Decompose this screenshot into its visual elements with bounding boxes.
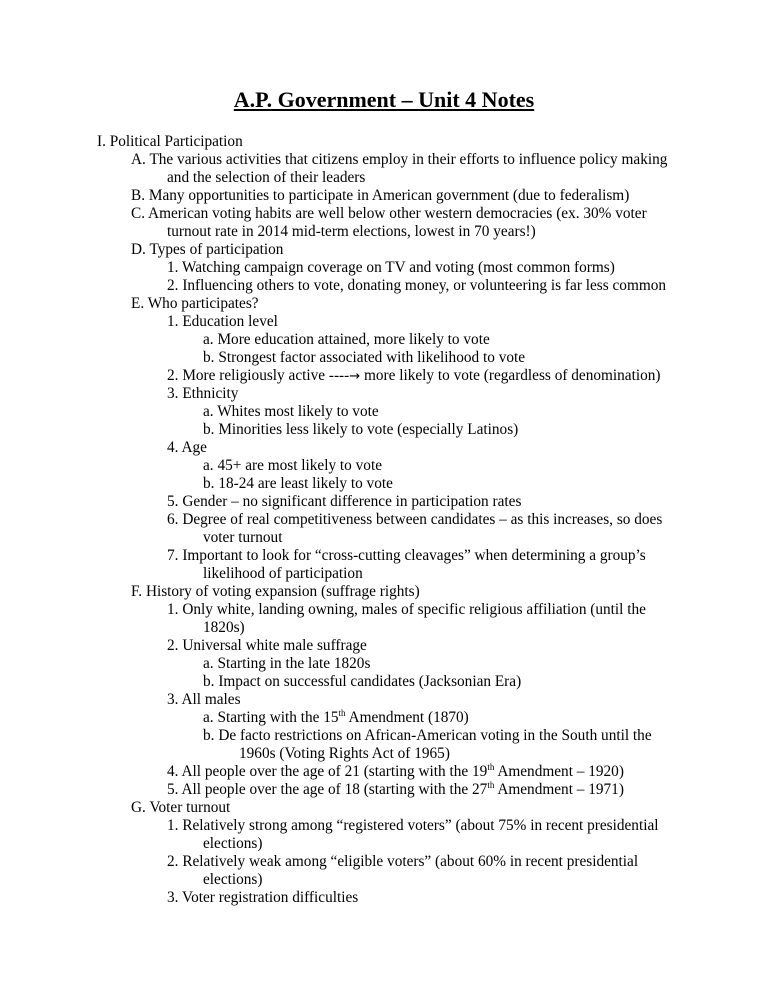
item-text: Voter turnout	[149, 799, 231, 816]
item-marker: A.	[131, 151, 146, 168]
outline-line	[131, 187, 629, 205]
item-text: Whites most likely to vote	[217, 403, 379, 420]
item-text: More religiously active ----	[182, 367, 350, 384]
outline-line	[203, 673, 521, 691]
item-text: The various activities that citizens employ in their efforts to influence policy making	[149, 151, 668, 168]
outline-line	[203, 655, 370, 673]
item-marker: C.	[131, 205, 146, 222]
item-text: Degree of real competitiveness between candidates – as this increases, so does	[182, 511, 663, 528]
item-text: 1820s)	[203, 619, 245, 636]
outline-line-continuation	[239, 745, 450, 763]
item-text: Only white, landing owning, males of specific religious affiliation (until the	[182, 601, 646, 618]
item-text: More education attained, more likely to vote	[217, 331, 490, 348]
outline-line	[167, 493, 521, 511]
item-text: elections)	[203, 835, 263, 852]
item-text: and the selection of their leaders	[167, 169, 366, 186]
item-text: Voter registration difficulties	[182, 889, 359, 906]
outline-line-continuation	[203, 871, 262, 889]
item-text: turnout rate in 2014 mid-term elections, lowest in 70 years!)	[167, 223, 536, 240]
item-marker: 1.	[167, 817, 179, 834]
item-marker: E.	[131, 295, 145, 312]
ordinal-suffix: th	[487, 780, 495, 790]
item-text: American voting habits are well below other western democracies (ex. 30% voter	[148, 205, 647, 222]
item-marker: 1.	[167, 601, 179, 618]
item-marker: F.	[131, 583, 143, 600]
item-marker: 4.	[167, 439, 179, 456]
outline-line	[167, 547, 646, 565]
item-marker: 5.	[167, 781, 179, 798]
outline-line	[203, 349, 525, 367]
item-marker: 3.	[167, 889, 179, 906]
item-text: Impact on successful candidates (Jacksonian Era)	[218, 673, 522, 690]
item-marker: b.	[203, 727, 215, 744]
item-marker: 5.	[167, 493, 179, 510]
item-text: All people over the age of 21 (starting with the 19	[181, 763, 488, 780]
item-text: Amendment – 1920)	[494, 763, 624, 780]
item-marker: a.	[203, 655, 214, 672]
outline-line	[203, 331, 490, 349]
item-marker: B.	[131, 187, 146, 204]
item-text: 45+ are most likely to vote	[217, 457, 382, 474]
item-text: Important to look for “cross-cutting cleavages” when determining a group’s	[182, 547, 646, 564]
item-text: Amendment – 1971)	[494, 781, 624, 798]
outline-line-continuation	[203, 565, 363, 583]
item-text: Types of participation	[149, 241, 284, 258]
item-marker: G.	[131, 799, 146, 816]
outline-line	[167, 277, 666, 295]
item-text: Who participates?	[147, 295, 259, 312]
item-marker: D.	[131, 241, 146, 258]
item-text: Gender – no significant difference in participation rates	[182, 493, 522, 510]
outline-line	[131, 295, 259, 313]
item-text: Starting with the 15	[217, 709, 339, 726]
item-text: 18-24 are least likely to vote	[218, 475, 393, 492]
item-marker: 3.	[167, 691, 179, 708]
outline-line	[167, 511, 662, 529]
outline-line-continuation	[203, 529, 282, 547]
item-marker: b.	[203, 475, 215, 492]
item-text: Amendment (1870)	[345, 709, 469, 726]
outline-line	[131, 241, 283, 259]
outline-line	[167, 439, 207, 457]
outline-line	[203, 421, 518, 439]
item-text: Relatively weak among “eligible voters” (about 60% in recent presidential	[182, 853, 639, 870]
outline-line-continuation	[203, 835, 262, 853]
item-text: elections)	[203, 871, 263, 888]
item-marker: 7.	[167, 547, 179, 564]
item-marker: 2.	[167, 853, 179, 870]
item-text: Ethnicity	[182, 385, 239, 402]
item-text: De facto restrictions on African-American voting in the South until the	[218, 727, 652, 744]
outline-line	[131, 205, 647, 223]
arrow-icon: →	[349, 369, 361, 384]
item-marker: 4.	[167, 763, 179, 780]
outline-line	[167, 313, 278, 331]
item-marker: 1.	[167, 259, 179, 276]
outline-line	[203, 727, 652, 745]
item-marker: 6.	[167, 511, 179, 528]
item-marker: b.	[203, 421, 215, 438]
outline-line	[167, 853, 638, 871]
ordinal-suffix: th	[338, 708, 346, 718]
item-text: Education level	[182, 313, 278, 330]
outline-line	[167, 817, 658, 835]
outline-line-continuation	[167, 223, 536, 241]
item-marker: a.	[203, 331, 214, 348]
item-text: Minorities less likely to vote (especially Latinos)	[218, 421, 519, 438]
outline-line	[167, 637, 367, 655]
outline-line	[131, 151, 667, 169]
item-text: Starting in the late 1820s	[217, 655, 371, 672]
outline-line	[203, 403, 379, 421]
outline-line	[167, 691, 241, 709]
item-text: All males	[181, 691, 241, 708]
item-text: Influencing others to vote, donating money, or volunteering is far less common	[182, 277, 667, 294]
item-marker: a.	[203, 457, 214, 474]
outline-line	[167, 601, 646, 619]
page-title: A.P. Government – Unit 4 Notes	[233, 87, 535, 112]
item-text: 1960s (Voting Rights Act of 1965)	[239, 745, 450, 762]
item-marker: a.	[203, 709, 214, 726]
item-marker: 1.	[167, 313, 179, 330]
outline-line	[131, 583, 420, 601]
item-marker: 2.	[167, 277, 179, 294]
outline-line	[203, 709, 469, 727]
item-text: Universal white male suffrage	[182, 637, 367, 654]
item-marker: 3.	[167, 385, 179, 402]
outline-line	[131, 799, 230, 817]
item-marker: b.	[203, 673, 215, 690]
outline-line-continuation	[167, 169, 365, 187]
item-text: Political Participation	[109, 133, 243, 150]
outline-line	[167, 763, 624, 781]
item-marker: a.	[203, 403, 214, 420]
item-text: Watching campaign coverage on TV and voting (most common forms)	[182, 259, 615, 276]
outline-line	[203, 457, 382, 475]
item-text: Strongest factor associated with likelihood to vote	[218, 349, 526, 366]
outline-line	[97, 133, 243, 151]
item-text: voter turnout	[203, 529, 283, 546]
item-text: likelihood of participation	[203, 565, 363, 582]
item-text: more likely to vote (regardless of denomination)	[360, 367, 661, 384]
item-text: History of voting expansion (suffrage rights)	[145, 583, 420, 600]
item-marker: 2.	[167, 367, 179, 384]
outline-line	[167, 367, 661, 386]
item-text: All people over the age of 18 (starting with the 27	[181, 781, 488, 798]
item-marker: 2.	[167, 637, 179, 654]
outline-line	[203, 475, 393, 493]
outline-line	[167, 259, 615, 277]
outline-line-continuation	[203, 619, 245, 637]
outline-line	[167, 385, 238, 403]
outline-line	[167, 889, 358, 907]
item-marker: b.	[203, 349, 215, 366]
item-marker: I.	[97, 133, 106, 150]
item-text: Many opportunities to participate in American government (due to federalism)	[148, 187, 630, 204]
item-text: Age	[181, 439, 207, 456]
ordinal-suffix: th	[487, 762, 495, 772]
outline-line	[167, 781, 624, 799]
item-text: Relatively strong among “registered voters” (about 75% in recent presidential	[182, 817, 659, 834]
